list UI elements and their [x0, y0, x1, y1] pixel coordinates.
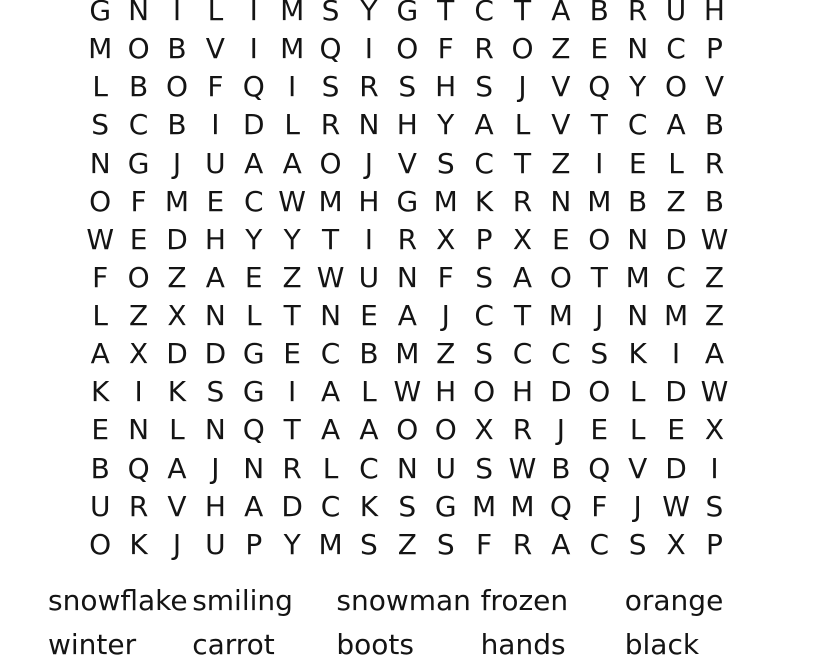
grid-letter-cell[interactable]: S: [475, 451, 493, 485]
grid-letter-cell[interactable]: N: [396, 260, 418, 294]
grid-letter-cell[interactable]: I: [134, 375, 143, 409]
grid-letter-cell[interactable]: I: [288, 70, 297, 104]
grid-letter-cell[interactable]: K: [628, 337, 647, 371]
grid-letter-cell[interactable]: P: [706, 527, 723, 561]
grid-letter-cell[interactable]: V: [205, 32, 225, 66]
grid-letter-cell[interactable]: L: [245, 299, 262, 333]
grid-letter-cell[interactable]: T: [513, 146, 532, 180]
grid-letter-cell[interactable]: H: [358, 184, 380, 218]
grid-letter-cell[interactable]: W: [662, 489, 690, 523]
grid-letter-cell[interactable]: T: [321, 222, 340, 256]
grid-letter-cell[interactable]: A: [244, 489, 264, 523]
grid-letter-cell[interactable]: L: [207, 0, 224, 28]
word-list-item: winter: [48, 628, 137, 660]
grid-letter-cell[interactable]: I: [172, 0, 182, 28]
grid-letter-cell[interactable]: B: [167, 108, 187, 142]
grid-letter-cell[interactable]: Q: [127, 451, 150, 485]
grid-letter-cell[interactable]: F: [437, 32, 454, 66]
grid-letter-cell[interactable]: S: [398, 70, 417, 104]
grid-letter-cell[interactable]: J: [364, 146, 374, 180]
grid-letter-cell[interactable]: E: [590, 413, 609, 447]
grid-letter-cell[interactable]: G: [434, 489, 457, 523]
grid-letter-cell[interactable]: R: [320, 108, 341, 142]
grid-letter-cell[interactable]: O: [588, 375, 611, 409]
grid-letter-cell[interactable]: Q: [242, 70, 265, 104]
grid-letter-cell[interactable]: E: [552, 222, 570, 256]
word-list-item: boots: [336, 628, 414, 660]
grid-letter-cell[interactable]: A: [512, 260, 533, 294]
grid-letter-cell[interactable]: V: [167, 489, 187, 523]
grid-letter-cell[interactable]: N: [627, 299, 649, 333]
grid-letter-cell[interactable]: O: [588, 222, 611, 256]
grid-letter-cell[interactable]: M: [318, 184, 343, 218]
grid-letter-cell[interactable]: J: [518, 70, 527, 104]
grid-letter-cell[interactable]: A: [320, 375, 341, 409]
grid-letter-cell[interactable]: N: [128, 413, 150, 447]
grid-letter-cell[interactable]: Z: [704, 299, 725, 333]
grid-letter-cell[interactable]: W: [393, 375, 422, 409]
grid-letter-cell[interactable]: R: [128, 489, 149, 523]
grid-letter-cell[interactable]: D: [166, 337, 188, 371]
grid-letter-cell[interactable]: P: [245, 527, 263, 561]
grid-letter-cell[interactable]: W: [700, 222, 729, 256]
grid-letter-cell[interactable]: Z: [551, 146, 571, 180]
grid-letter-cell[interactable]: H: [435, 375, 457, 409]
grid-letter-cell[interactable]: L: [629, 413, 646, 447]
grid-letter-cell[interactable]: L: [92, 70, 108, 104]
grid-letter-cell[interactable]: O: [511, 32, 534, 66]
grid-letter-cell[interactable]: D: [665, 222, 687, 256]
grid-letter-cell[interactable]: L: [629, 375, 646, 409]
grid-letter-cell[interactable]: S: [475, 260, 493, 294]
grid-letter-cell[interactable]: S: [436, 146, 455, 180]
grid-letter-cell[interactable]: F: [591, 489, 608, 523]
word-list: [48, 579, 769, 660]
grid-letter-cell[interactable]: C: [320, 489, 341, 523]
grid-letter-cell[interactable]: T: [283, 413, 301, 447]
grid-letter-cell[interactable]: R: [627, 0, 648, 28]
grid-letter-cell[interactable]: M: [587, 184, 612, 218]
grid-letter-cell[interactable]: J: [211, 451, 220, 485]
grid-letter-cell[interactable]: H: [435, 70, 457, 104]
grid-letter-cell[interactable]: P: [475, 222, 493, 256]
grid-letter-cell[interactable]: N: [627, 32, 649, 66]
grid-letter-cell[interactable]: C: [128, 108, 149, 142]
grid-letter-cell[interactable]: A: [90, 337, 110, 371]
grid-letter-cell[interactable]: S: [91, 108, 110, 142]
grid-letter-cell[interactable]: E: [360, 299, 378, 333]
grid-letter-cell[interactable]: O: [434, 413, 457, 447]
grid-letter-cell[interactable]: O: [396, 32, 419, 66]
grid-letter-cell[interactable]: X: [512, 222, 533, 256]
grid-letter-cell[interactable]: Q: [319, 32, 342, 66]
grid-letter-cell[interactable]: G: [396, 0, 419, 28]
grid-letter-cell[interactable]: F: [437, 260, 454, 294]
grid-letter-cell[interactable]: G: [242, 337, 265, 371]
grid-letter-cell[interactable]: W: [700, 375, 729, 409]
grid-letter-cell[interactable]: D: [204, 337, 227, 371]
grid-letter-cell[interactable]: L: [514, 108, 531, 142]
grid-letter-cell[interactable]: U: [435, 451, 456, 485]
grid-letter-cell[interactable]: E: [590, 32, 609, 66]
grid-letter-cell[interactable]: A: [205, 260, 225, 294]
grid-letter-cell[interactable]: C: [666, 260, 686, 294]
grid-letter-cell[interactable]: K: [91, 375, 110, 409]
grid-letter-cell[interactable]: E: [667, 413, 685, 447]
grid-letter-cell[interactable]: G: [242, 375, 265, 409]
grid-letter-cell[interactable]: T: [513, 0, 532, 28]
grid-letter-cell[interactable]: M: [663, 299, 689, 333]
grid-letter-cell[interactable]: H: [511, 375, 534, 409]
grid-letter-cell[interactable]: O: [396, 413, 419, 447]
grid-letter-cell[interactable]: L: [361, 375, 377, 409]
grid-letter-cell[interactable]: T: [590, 108, 608, 142]
grid-letter-cell[interactable]: S: [628, 527, 647, 561]
grid-letter-cell[interactable]: Y: [629, 70, 647, 104]
grid-letter-cell[interactable]: S: [436, 527, 455, 561]
grid-letter-cell[interactable]: I: [595, 146, 604, 180]
grid-letter-cell[interactable]: A: [320, 413, 341, 447]
grid-letter-cell[interactable]: M: [280, 0, 305, 28]
grid-letter-cell[interactable]: R: [704, 146, 725, 180]
grid-letter-cell[interactable]: K: [129, 527, 148, 561]
grid-letter-cell[interactable]: V: [397, 146, 417, 180]
grid-letter-cell[interactable]: S: [475, 337, 493, 371]
grid-letter-cell[interactable]: N: [320, 299, 342, 333]
grid-letter-cell[interactable]: R: [512, 527, 533, 561]
grid-letter-cell[interactable]: N: [243, 451, 265, 485]
grid-letter-cell[interactable]: B: [90, 451, 110, 485]
grid-letter-cell[interactable]: I: [249, 0, 258, 28]
grid-letter-cell[interactable]: Z: [397, 527, 417, 561]
grid-letter-cell[interactable]: A: [551, 0, 571, 28]
grid-letter-cell[interactable]: R: [397, 222, 418, 256]
letter-grid: [81, 0, 734, 564]
grid-letter-cell[interactable]: P: [706, 32, 723, 66]
grid-letter-cell[interactable]: Y: [360, 0, 378, 28]
grid-letter-cell[interactable]: C: [320, 337, 341, 371]
grid-letter-cell[interactable]: D: [550, 375, 572, 409]
grid-letter-cell[interactable]: D: [665, 375, 687, 409]
grid-letter-cell[interactable]: F: [207, 70, 224, 104]
grid-letter-cell[interactable]: N: [550, 184, 572, 218]
word-list-item: snowman: [336, 584, 471, 617]
grid-letter-cell[interactable]: H: [396, 108, 418, 142]
grid-letter-cell[interactable]: B: [359, 337, 379, 371]
grid-letter-cell[interactable]: E: [244, 260, 263, 294]
grid-letter-cell[interactable]: M: [88, 32, 113, 66]
grid-letter-cell[interactable]: R: [512, 413, 533, 447]
grid-letter-cell[interactable]: M: [164, 184, 190, 218]
word-list-item: frozen: [480, 584, 569, 617]
grid-letter-cell[interactable]: I: [671, 337, 681, 371]
grid-letter-cell[interactable]: F: [92, 260, 109, 294]
word-list-item: hands: [480, 628, 566, 660]
grid-letter-cell[interactable]: I: [364, 32, 374, 66]
grid-letter-cell[interactable]: B: [628, 184, 648, 218]
grid-letter-cell[interactable]: S: [590, 337, 609, 371]
grid-letter-cell[interactable]: B: [704, 184, 725, 218]
grid-letter-cell[interactable]: Z: [551, 32, 571, 66]
grid-letter-cell[interactable]: F: [476, 527, 493, 561]
grid-letter-cell[interactable]: O: [89, 184, 112, 218]
grid-letter-cell[interactable]: W: [86, 222, 115, 256]
grid-letter-cell[interactable]: O: [127, 260, 150, 294]
grid-letter-cell[interactable]: Z: [167, 260, 187, 294]
grid-letter-cell[interactable]: O: [473, 375, 496, 409]
grid-letter-cell[interactable]: F: [130, 184, 147, 218]
grid-letter-cell[interactable]: O: [89, 527, 112, 561]
grid-letter-cell[interactable]: K: [167, 375, 187, 409]
grid-letter-cell[interactable]: X: [474, 413, 494, 447]
grid-letter-cell[interactable]: E: [129, 222, 148, 256]
word-list-item: black: [624, 628, 700, 660]
grid-letter-cell[interactable]: U: [358, 260, 380, 294]
grid-letter-cell[interactable]: B: [128, 70, 149, 104]
grid-letter-cell[interactable]: I: [211, 108, 220, 142]
grid-letter-cell[interactable]: M: [510, 489, 535, 523]
grid-letter-cell[interactable]: Z: [704, 260, 725, 294]
grid-letter-cell[interactable]: J: [441, 299, 450, 333]
grid-letter-cell[interactable]: Z: [128, 299, 149, 333]
grid-letter-cell[interactable]: M: [472, 489, 497, 523]
grid-letter-cell[interactable]: N: [358, 108, 380, 142]
grid-letter-cell[interactable]: Q: [588, 70, 611, 104]
grid-letter-cell[interactable]: Z: [666, 184, 686, 218]
grid-letter-cell[interactable]: O: [665, 70, 688, 104]
word-list-item: smiling: [192, 584, 293, 617]
grid-letter-cell[interactable]: S: [206, 375, 225, 409]
grid-letter-cell[interactable]: G: [127, 146, 150, 180]
grid-letter-cell[interactable]: T: [437, 0, 455, 28]
grid-letter-cell[interactable]: E: [206, 184, 225, 218]
grid-letter-cell[interactable]: N: [204, 299, 226, 333]
grid-letter-cell[interactable]: L: [668, 146, 684, 180]
grid-letter-cell[interactable]: C: [512, 337, 533, 371]
grid-letter-cell[interactable]: O: [165, 70, 188, 104]
word-list-item: carrot: [192, 628, 275, 660]
grid-letter-cell[interactable]: J: [172, 527, 182, 561]
grid-letter-cell[interactable]: N: [204, 413, 226, 447]
grid-letter-cell[interactable]: T: [590, 260, 608, 294]
grid-letter-cell[interactable]: W: [508, 451, 537, 485]
grid-letter-cell[interactable]: E: [91, 413, 110, 447]
grid-letter-cell[interactable]: A: [704, 337, 725, 371]
grid-letter-cell[interactable]: Q: [588, 451, 611, 485]
grid-letter-cell[interactable]: D: [665, 451, 687, 485]
grid-letter-cell[interactable]: V: [551, 108, 571, 142]
grid-letter-cell[interactable]: C: [666, 32, 686, 66]
grid-letter-cell[interactable]: T: [513, 299, 532, 333]
grid-letter-cell[interactable]: S: [398, 489, 417, 523]
grid-letter-cell[interactable]: C: [474, 299, 494, 333]
grid-letter-cell[interactable]: I: [710, 451, 719, 485]
grid-letter-cell[interactable]: M: [548, 299, 573, 333]
grid-letter-cell[interactable]: X: [167, 299, 187, 333]
grid-letter-cell[interactable]: R: [474, 32, 494, 66]
grid-letter-cell[interactable]: V: [551, 70, 571, 104]
grid-letter-cell[interactable]: H: [204, 222, 226, 256]
grid-letter-cell[interactable]: B: [589, 0, 609, 28]
grid-letter-cell[interactable]: N: [128, 0, 150, 28]
grid-letter-cell[interactable]: Z: [282, 260, 302, 294]
grid-letter-cell[interactable]: Y: [283, 527, 301, 561]
grid-letter-cell[interactable]: A: [666, 108, 686, 142]
grid-letter-cell[interactable]: C: [359, 451, 379, 485]
grid-letter-cell[interactable]: Z: [436, 337, 456, 371]
grid-letter-cell[interactable]: H: [204, 489, 226, 523]
grid-letter-cell[interactable]: X: [666, 527, 686, 561]
grid-letter-cell[interactable]: X: [704, 413, 725, 447]
grid-letter-cell[interactable]: M: [433, 184, 458, 218]
grid-letter-cell[interactable]: T: [283, 299, 301, 333]
grid-letter-cell[interactable]: C: [474, 0, 494, 28]
grid-letter-cell[interactable]: A: [551, 527, 571, 561]
grid-letter-cell[interactable]: M: [280, 32, 305, 66]
grid-letter-cell[interactable]: R: [359, 70, 379, 104]
grid-letter-cell[interactable]: K: [359, 489, 379, 523]
grid-letter-cell[interactable]: E: [283, 337, 301, 371]
grid-letter-cell[interactable]: M: [395, 337, 420, 371]
grid-letter-cell[interactable]: W: [278, 184, 306, 218]
grid-letter-cell[interactable]: C: [627, 108, 648, 142]
grid-letter-cell[interactable]: B: [551, 451, 571, 485]
grid-letter-cell[interactable]: Y: [245, 222, 263, 256]
grid-letter-cell[interactable]: U: [665, 0, 687, 28]
grid-letter-cell[interactable]: U: [89, 489, 111, 523]
grid-letter-cell[interactable]: S: [360, 527, 378, 561]
grid-letter-cell[interactable]: H: [703, 0, 725, 28]
grid-letter-cell[interactable]: G: [89, 0, 112, 28]
grid-letter-cell[interactable]: V: [704, 70, 725, 104]
grid-letter-cell[interactable]: I: [364, 222, 374, 256]
grid-letter-cell[interactable]: S: [705, 489, 724, 523]
grid-letter-cell[interactable]: J: [556, 413, 566, 447]
grid-letter-cell[interactable]: X: [436, 222, 456, 256]
grid-letter-cell[interactable]: L: [284, 108, 300, 142]
grid-letter-cell[interactable]: A: [167, 451, 187, 485]
grid-letter-cell[interactable]: U: [205, 527, 226, 561]
grid-letter-cell[interactable]: C: [589, 527, 610, 561]
grid-letter-cell[interactable]: K: [474, 184, 494, 218]
grid-letter-cell[interactable]: D: [281, 489, 303, 523]
grid-letter-cell[interactable]: O: [319, 146, 342, 180]
grid-letter-cell[interactable]: S: [475, 70, 493, 104]
grid-letter-cell[interactable]: N: [396, 451, 418, 485]
grid-letter-cell[interactable]: L: [322, 451, 339, 485]
grid-letter-cell[interactable]: E: [628, 146, 647, 180]
word-list-item: snowflake: [48, 584, 188, 617]
grid-letter-cell[interactable]: N: [89, 146, 111, 180]
grid-letter-cell[interactable]: O: [549, 260, 572, 294]
grid-letter-cell[interactable]: A: [244, 146, 264, 180]
word-list-item: orange: [624, 584, 724, 617]
grid-letter-cell[interactable]: C: [551, 337, 571, 371]
grid-letter-cell[interactable]: O: [127, 32, 150, 66]
grid-letter-cell[interactable]: Y: [283, 222, 301, 256]
grid-letter-cell[interactable]: A: [474, 108, 494, 142]
grid-letter-cell[interactable]: W: [316, 260, 345, 294]
grid-letter-cell[interactable]: U: [205, 146, 226, 180]
grid-letter-cell[interactable]: A: [359, 413, 379, 447]
grid-letter-cell[interactable]: D: [242, 108, 265, 142]
grid-letter-cell[interactable]: S: [321, 0, 340, 28]
grid-letter-cell[interactable]: V: [628, 451, 648, 485]
grid-letter-cell[interactable]: J: [633, 489, 642, 523]
grid-letter-cell[interactable]: B: [704, 108, 725, 142]
grid-letter-cell[interactable]: I: [288, 375, 297, 409]
grid-letter-cell[interactable]: M: [318, 527, 343, 561]
grid-letter-cell[interactable]: A: [282, 146, 302, 180]
grid-letter-cell[interactable]: Y: [437, 108, 455, 142]
grid-letter-cell[interactable]: L: [169, 413, 185, 447]
grid-letter-cell[interactable]: Q: [549, 489, 572, 523]
grid-letter-cell[interactable]: M: [625, 260, 650, 294]
grid-letter-cell[interactable]: S: [321, 70, 340, 104]
grid-letter-cell[interactable]: Q: [242, 413, 265, 447]
grid-letter-cell[interactable]: D: [166, 222, 188, 256]
grid-letter-cell[interactable]: C: [474, 146, 494, 180]
grid-letter-cell[interactable]: G: [396, 184, 419, 218]
grid-letter-cell[interactable]: R: [282, 451, 302, 485]
grid-letter-cell[interactable]: J: [172, 146, 182, 180]
grid-letter-cell[interactable]: C: [243, 184, 264, 218]
grid-letter-cell[interactable]: J: [595, 299, 604, 333]
grid-letter-cell[interactable]: N: [627, 222, 649, 256]
grid-letter-cell[interactable]: I: [249, 32, 258, 66]
grid-letter-cell[interactable]: X: [128, 337, 149, 371]
grid-letter-cell[interactable]: R: [512, 184, 533, 218]
grid-letter-cell[interactable]: L: [92, 299, 108, 333]
grid-letter-cell[interactable]: A: [397, 299, 417, 333]
grid-letter-cell[interactable]: B: [167, 32, 187, 66]
